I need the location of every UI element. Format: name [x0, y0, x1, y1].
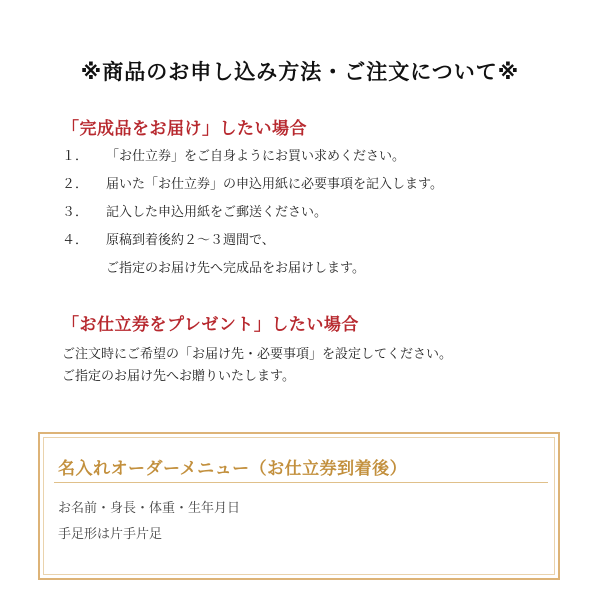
- order-menu-list: [58, 496, 240, 548]
- step-number: １．: [62, 149, 89, 164]
- order-menu-item: 手足形は片手片足: [58, 527, 163, 542]
- step-number: ２．: [62, 177, 89, 192]
- order-menu-title: 名入れオーダーメニュー（お仕立券到着後）: [58, 459, 408, 479]
- step-text: 届いた「お仕立券」の申込用紙に必要事項を記入します。: [106, 177, 443, 192]
- order-menu-item: お名前・身長・体重・生年月日: [58, 501, 241, 516]
- page-title: ※商品のお申し込み方法・ご注文について※: [80, 60, 520, 84]
- delivery-section: [62, 116, 562, 278]
- step-text: 原稿到着後約２～３週間で、: [106, 233, 275, 248]
- present-heading: 「お仕立券をプレゼント」したい場合: [62, 315, 359, 335]
- present-text-line: ご指定のお届け先へお贈りいたします。: [62, 369, 295, 384]
- step-number: ４．: [62, 233, 89, 248]
- step-number: ３．: [62, 205, 89, 220]
- step-text: 「お仕立券」をご自身ようにお買い求めください。: [106, 149, 406, 164]
- order-menu-divider: [54, 482, 548, 483]
- present-section: [62, 312, 562, 388]
- step-text: 記入した申込用紙をご郵送ください。: [106, 205, 328, 220]
- step-item: [62, 232, 562, 250]
- step-item: [62, 176, 562, 194]
- order-menu-box: [38, 432, 560, 580]
- delivery-heading: 「完成品をお届け」したい場合: [62, 119, 307, 139]
- delivery-steps: [62, 148, 562, 250]
- step-item: [62, 148, 562, 166]
- step-continuation: ご指定のお届け先へ完成品をお届けします。: [106, 261, 365, 276]
- step-item: [62, 204, 562, 222]
- present-text-line: ご注文時にご希望の「お届け先・必要事項」を設定してください。: [62, 347, 453, 362]
